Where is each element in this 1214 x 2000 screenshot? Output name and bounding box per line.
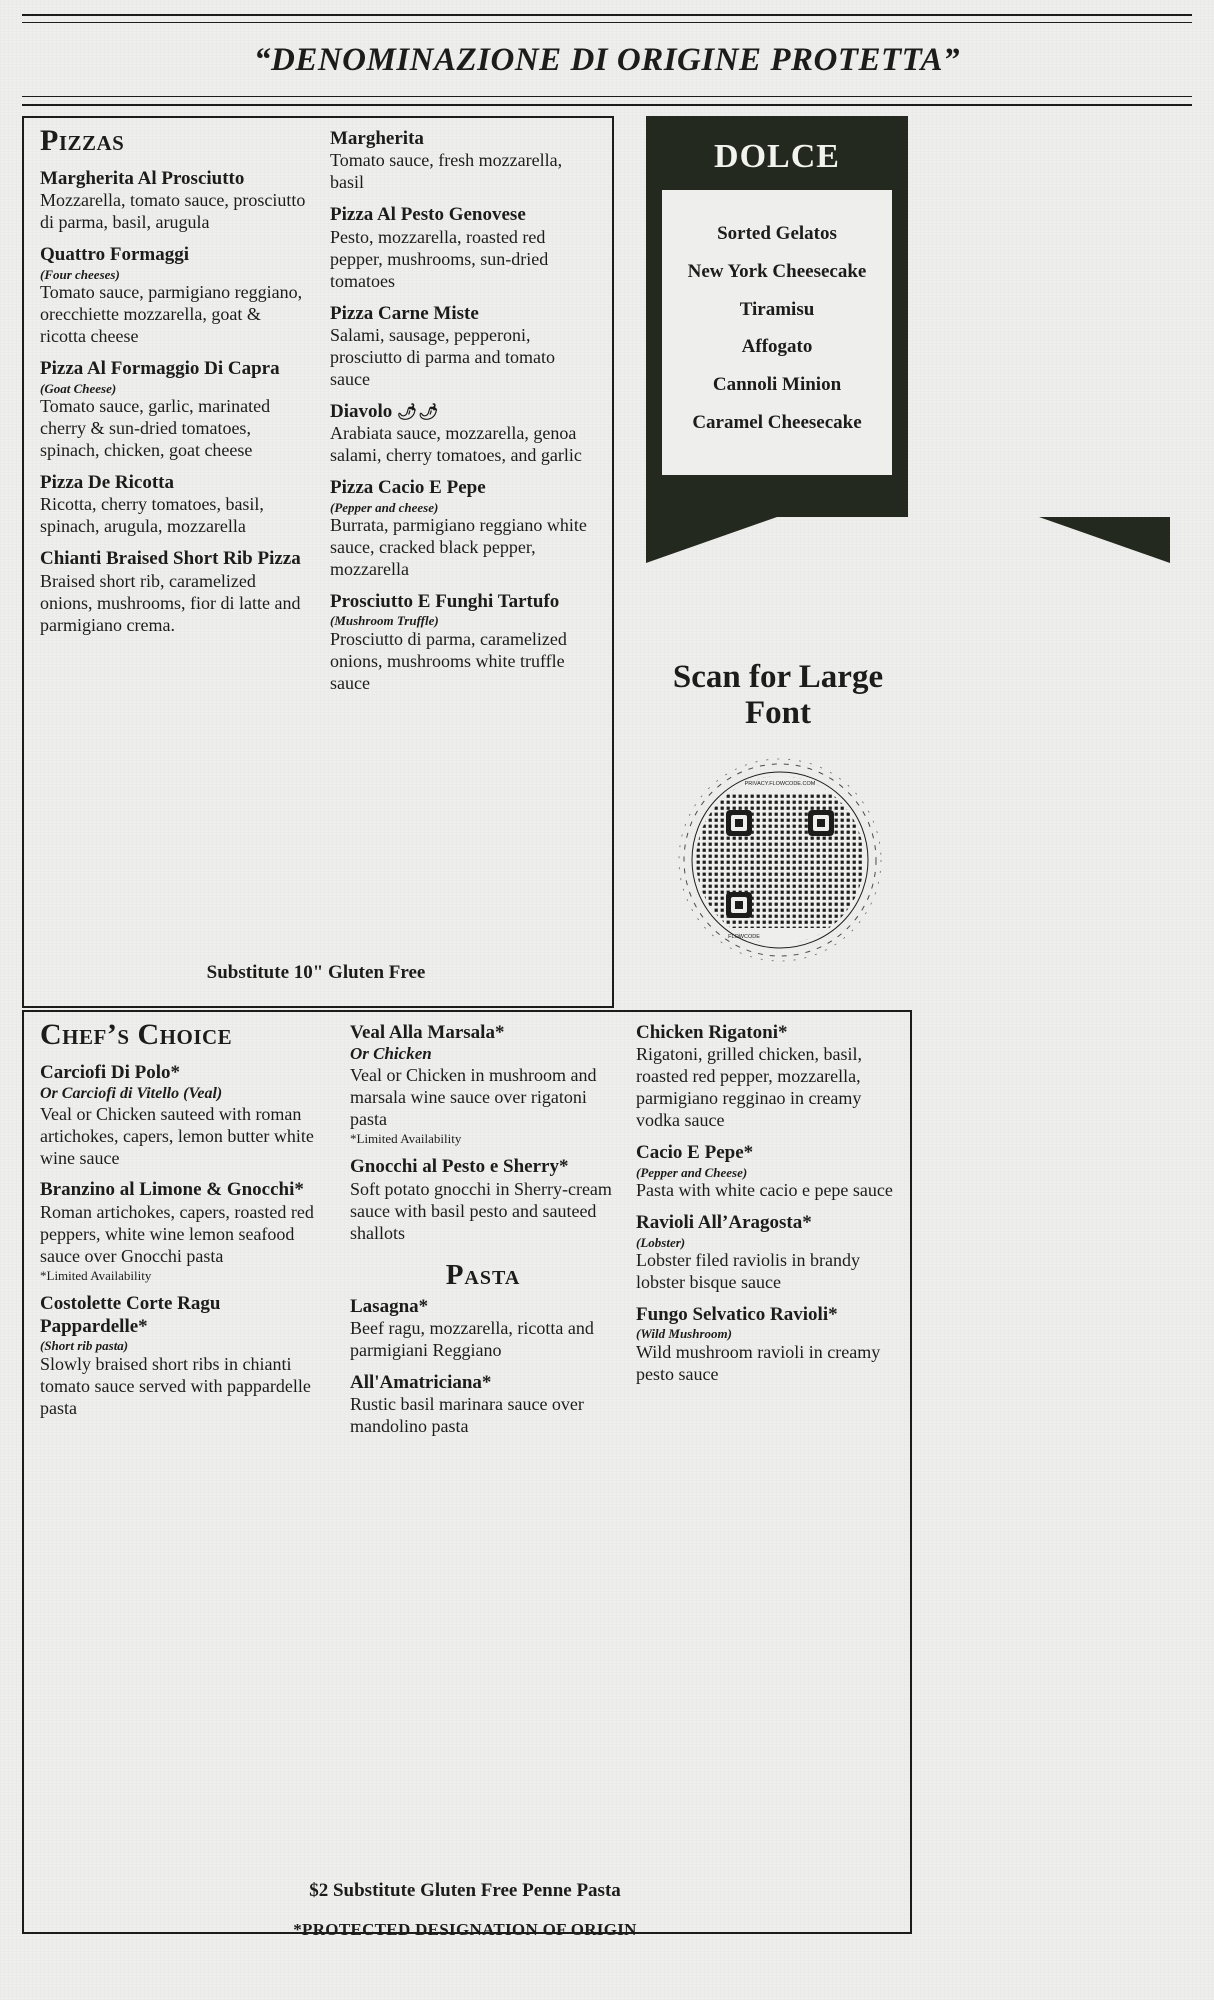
item-name: Branzino al Limone & Gnocchi* <box>40 1179 304 1201</box>
menu-item <box>350 1022 616 1146</box>
item-desc: Wild mushroom ravioli in creamy pesto sauce <box>636 1342 881 1385</box>
item-subtitle: (Four cheeses) <box>40 266 120 282</box>
item-desc: Tomato sauce, fresh mozzarella, basil <box>330 150 563 193</box>
pdo-note: *PROTECTED DESIGNATION OF ORIGIN <box>293 1920 637 1939</box>
item-name: Pizza Al Formaggio Di Capra <box>40 358 280 380</box>
qr-code[interactable] <box>672 752 888 968</box>
scan-title: Scan for Large Font <box>672 659 884 731</box>
item-name: Margherita Al Prosciutto <box>40 168 245 189</box>
dolce-item: Caramel Cheesecake <box>692 411 862 433</box>
item-name: Lasagna* <box>350 1295 429 1317</box>
item-desc: Soft potato gnocchi in Sherry-cream sauce with basil pesto and sauteed shallots <box>350 1178 612 1243</box>
item-name: Cacio E Pepe* <box>636 1142 754 1164</box>
item-desc: Slowly braised short ribs in chianti tomato sauce served with pappardelle pasta <box>40 1353 311 1418</box>
item-name: Pizza De Ricotta <box>40 472 174 494</box>
item-subtitle: (Mushroom Truffle) <box>330 613 439 629</box>
item-subtitle: (Pepper and cheese) <box>330 499 439 515</box>
qr-code-icon[interactable] <box>672 752 888 968</box>
item-name: Pizza Cacio E Pepe <box>330 477 486 499</box>
banner-notch <box>646 517 1170 563</box>
item-desc: Tomato sauce, garlic, marinated cherry & sun-dried tomatoes, spinach, chicken, goat cheese <box>40 396 271 461</box>
qr-top-label: PRIVACY.FLOWCODE.COM <box>744 781 816 787</box>
dolce-item: Sorted Gelatos <box>717 223 837 244</box>
item-desc: Beef ragu, mozzarella, ricotta and parmigiani Reggiano <box>350 1317 594 1360</box>
item-subtitle: Or Carciofi di Vitello (Veal) <box>40 1085 223 1103</box>
gluten-free-pasta-note: $2 Substitute Gluten Free Penne Pasta <box>309 1880 621 1901</box>
item-desc: Rustic basil marinara sauce over mandolino pasta <box>350 1394 584 1437</box>
item-desc: Pesto, mozzarella, roasted red pepper, mushrooms, sun-dried tomatoes <box>330 226 549 291</box>
item-name <box>330 401 592 423</box>
item-subtitle: (Wild Mushroom) <box>636 1326 732 1342</box>
menu-item <box>40 1179 330 1283</box>
item-desc: Rigatoni, grilled chicken, basil, roasted red pepper, mozzarella, parmigiano regginao in creamy vodka sauce <box>636 1044 862 1131</box>
dolce-item: Cannoli Minion <box>712 374 842 395</box>
menu-item <box>330 128 592 194</box>
item-name: Fungo Selvatico Ravioli* <box>636 1304 838 1326</box>
item-desc: Burrata, parmigiano reggiano white sauce, cracked black pepper, mozzarella <box>330 515 587 580</box>
menu-item <box>636 1022 898 1132</box>
dolce-title: DOLCE <box>714 138 840 175</box>
menu-item <box>330 401 592 467</box>
menu-item <box>350 1156 616 1244</box>
item-desc: Arabiata sauce, mozzarella, genoa salami, cherry tomatoes, and garlic <box>330 423 582 466</box>
dolce-banner <box>646 116 908 517</box>
menu-item <box>350 1296 616 1362</box>
item-desc: Salami, sausage, pepperoni, prosciutto di parma and tomato sauce <box>330 324 555 389</box>
chili-pepper-icon: 🌶🌶 <box>397 403 440 421</box>
item-note: *Limited Availability <box>40 1267 152 1283</box>
item-name: Costolette Corte Ragu Pappardelle* <box>40 1293 221 1337</box>
item-name: Pizza Al Pesto Genovese <box>330 204 526 226</box>
menu-item <box>350 1372 616 1438</box>
chefs-column-2 <box>350 1018 616 1438</box>
header-rule-top <box>22 14 1192 16</box>
item-name: Veal Alla Marsala* <box>350 1022 505 1043</box>
item-desc: Veal or Chicken in mushroom and marsala wine sauce over rigatoni pasta <box>350 1064 597 1129</box>
menu-item <box>40 244 310 348</box>
item-name: Gnocchi al Pesto e Sherry* <box>350 1156 569 1178</box>
dolce-section <box>646 116 908 563</box>
item-desc: Mozzarella, tomato sauce, prosciutto di parma, basil, arugula <box>40 190 306 233</box>
banner-bottom <box>646 475 908 517</box>
item-subtitle: (Short rib pasta) <box>40 1338 129 1354</box>
pasta-title: Pasta <box>445 1258 521 1291</box>
item-subtitle: Or Chicken <box>350 1044 432 1064</box>
pizzas-left-column <box>40 124 310 637</box>
item-desc: Prosciutto di parma, caramelized onions, mushrooms white truffle sauce <box>330 629 567 693</box>
menu-item <box>40 472 310 538</box>
chefs-choice-title: Chef’s Choice <box>40 1018 233 1051</box>
chefs-column-1 <box>40 1018 330 1420</box>
dolce-item: Tiramisu <box>739 298 815 320</box>
item-desc: Veal or Chicken sauteed with roman artichokes, capers, lemon butter white wine sauce <box>40 1103 314 1168</box>
item-name: Chianti Braised Short Rib Pizza <box>40 548 301 570</box>
menu-item <box>636 1304 898 1386</box>
menu-item <box>330 204 592 292</box>
header-rule-top-thin <box>22 22 1192 23</box>
menu-item <box>40 1062 330 1169</box>
menu-item <box>330 591 592 695</box>
item-name: Pizza Carne Miste <box>330 302 479 324</box>
header-rule-bottom <box>22 104 1192 106</box>
menu-item <box>40 358 310 462</box>
item-name: All'Amatriciana* <box>350 1371 492 1393</box>
menu-item <box>40 168 310 234</box>
qr-bottom-label: FLOWCODE <box>728 934 760 940</box>
chefs-choice-section <box>22 1010 912 1934</box>
menu-item <box>330 303 592 391</box>
menu-item <box>330 477 592 581</box>
pizzas-title: Pizzas <box>40 124 125 157</box>
gluten-free-pizza-note: Substitute 10" Gluten Free <box>206 962 426 983</box>
menu-item <box>40 1293 330 1419</box>
item-name: Carciofi Di Polo* <box>40 1062 181 1083</box>
item-subtitle: (Lobster) <box>636 1234 686 1250</box>
item-desc: Roman artichokes, capers, roasted red peppers, white wine lemon seafood sauce over Gnocchi pasta <box>40 1201 314 1266</box>
dolce-item: Affogato <box>741 336 813 358</box>
item-name: Margherita <box>330 128 424 149</box>
menu-item <box>40 548 310 636</box>
item-name: Prosciutto E Funghi Tartufo <box>330 591 560 613</box>
item-desc: Braised short rib, caramelized onions, mushrooms, fior di latte and parmigiano crema. <box>40 570 301 635</box>
item-subtitle: (Pepper and Cheese) <box>636 1164 748 1180</box>
item-subtitle: (Goat Cheese) <box>40 380 117 396</box>
page-title: “DENOMINAZIONE DI ORIGINE PROTETTA” <box>253 42 960 78</box>
item-desc: Tomato sauce, parmigiano reggiano, orecchiette mozzarella, goat & ricotta cheese <box>40 282 303 347</box>
item-name-text: Diavolo <box>330 400 393 422</box>
chefs-column-3 <box>636 1018 898 1386</box>
menu-item <box>636 1142 898 1202</box>
item-name: Quattro Formaggi <box>40 244 189 266</box>
item-desc: Ricotta, cherry tomatoes, basil, spinach, arugula, mozzarella <box>40 494 264 537</box>
dolce-list <box>662 190 892 475</box>
item-name: Ravioli All’Aragosta* <box>636 1212 812 1234</box>
item-note: *Limited Availability <box>350 1130 462 1146</box>
header-rule-bottom-thin <box>22 96 1192 97</box>
item-desc: Pasta with white cacio e pepe sauce <box>636 1180 893 1201</box>
pizzas-right-column <box>330 128 592 695</box>
pizzas-section <box>22 116 614 1008</box>
menu-item <box>636 1212 898 1294</box>
item-name: Chicken Rigatoni* <box>636 1022 788 1043</box>
item-desc: Lobster filed raviolis in brandy lobster bisque sauce <box>636 1250 860 1293</box>
dolce-item: New York Cheesecake <box>687 260 867 282</box>
